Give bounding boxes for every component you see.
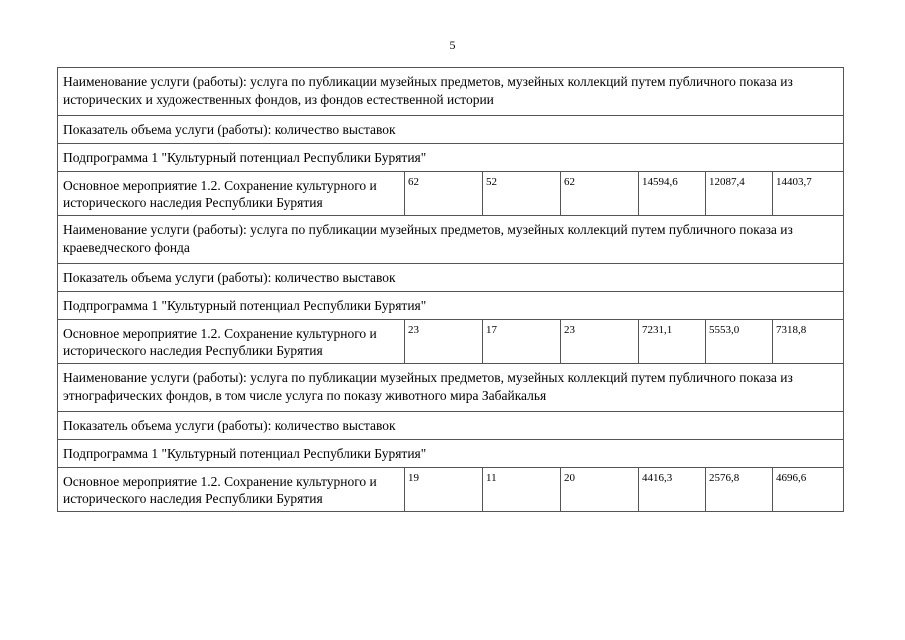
- volume-indicator-row: [58, 412, 844, 440]
- volume-indicator: Показатель объема услуги (работы): количество выставок: [58, 264, 844, 292]
- value-cell: 14594,6: [639, 172, 706, 216]
- value-cell: 62: [405, 172, 483, 216]
- value-cell: 12087,4: [706, 172, 773, 216]
- value-cell: 7231,1: [639, 320, 706, 364]
- value-cell: 5553,0: [706, 320, 773, 364]
- volume-indicator-row: [58, 116, 844, 144]
- subprogram-title-row: [58, 144, 844, 172]
- value-cell: 20: [561, 468, 639, 512]
- services-table: [57, 67, 844, 512]
- value-cell: 4416,3: [639, 468, 706, 512]
- subprogram-title-row: [58, 292, 844, 320]
- value-cell: 2576,8: [706, 468, 773, 512]
- volume-indicator: Показатель объема услуги (работы): количество выставок: [58, 116, 844, 144]
- service-name-row: [58, 68, 844, 116]
- value-cell: 23: [561, 320, 639, 364]
- volume-indicator-row: [58, 264, 844, 292]
- table-body: [58, 68, 844, 512]
- subprogram-title: Подпрограмма 1 "Культурный потенциал Республики Бурятия": [58, 440, 844, 468]
- measure-name: Основное мероприятие 1.2. Сохранение культурного и исторического наследия Республики Бурятия: [58, 320, 405, 364]
- value-cell: 11: [483, 468, 561, 512]
- value-cell: 14403,7: [773, 172, 844, 216]
- service-name: Наименование услуги (работы): услуга по публикации музейных предметов, музейных коллекций путем публичного показа из краеведческого фонда: [58, 216, 844, 264]
- value-cell: 17: [483, 320, 561, 364]
- service-name-row: [58, 364, 844, 412]
- value-cell: 19: [405, 468, 483, 512]
- value-cell: 7318,8: [773, 320, 844, 364]
- volume-indicator: Показатель объема услуги (работы): количество выставок: [58, 412, 844, 440]
- service-name: Наименование услуги (работы): услуга по публикации музейных предметов, музейных коллекций путем публичного показа из этнографических фондов, в том числе услуга по показу животного мира Забайкалья: [58, 364, 844, 412]
- value-cell: 4696,6: [773, 468, 844, 512]
- value-cell: 52: [483, 172, 561, 216]
- measure-row: [58, 172, 844, 216]
- measure-name: Основное мероприятие 1.2. Сохранение культурного и исторического наследия Республики Бурятия: [58, 172, 405, 216]
- measure-row: [58, 320, 844, 364]
- measure-name: Основное мероприятие 1.2. Сохранение культурного и исторического наследия Республики Бурятия: [58, 468, 405, 512]
- value-cell: 62: [561, 172, 639, 216]
- service-name: Наименование услуги (работы): услуга по публикации музейных предметов, музейных коллекций путем публичного показа из исторических и художественных фондов, из фондов естественной истории: [58, 68, 844, 116]
- service-name-row: [58, 216, 844, 264]
- page-number: 5: [449, 38, 456, 52]
- subprogram-title: Подпрограмма 1 "Культурный потенциал Республики Бурятия": [58, 144, 844, 172]
- subprogram-title: Подпрограмма 1 "Культурный потенциал Республики Бурятия": [58, 292, 844, 320]
- subprogram-title-row: [58, 440, 844, 468]
- value-cell: 23: [405, 320, 483, 364]
- measure-row: [58, 468, 844, 512]
